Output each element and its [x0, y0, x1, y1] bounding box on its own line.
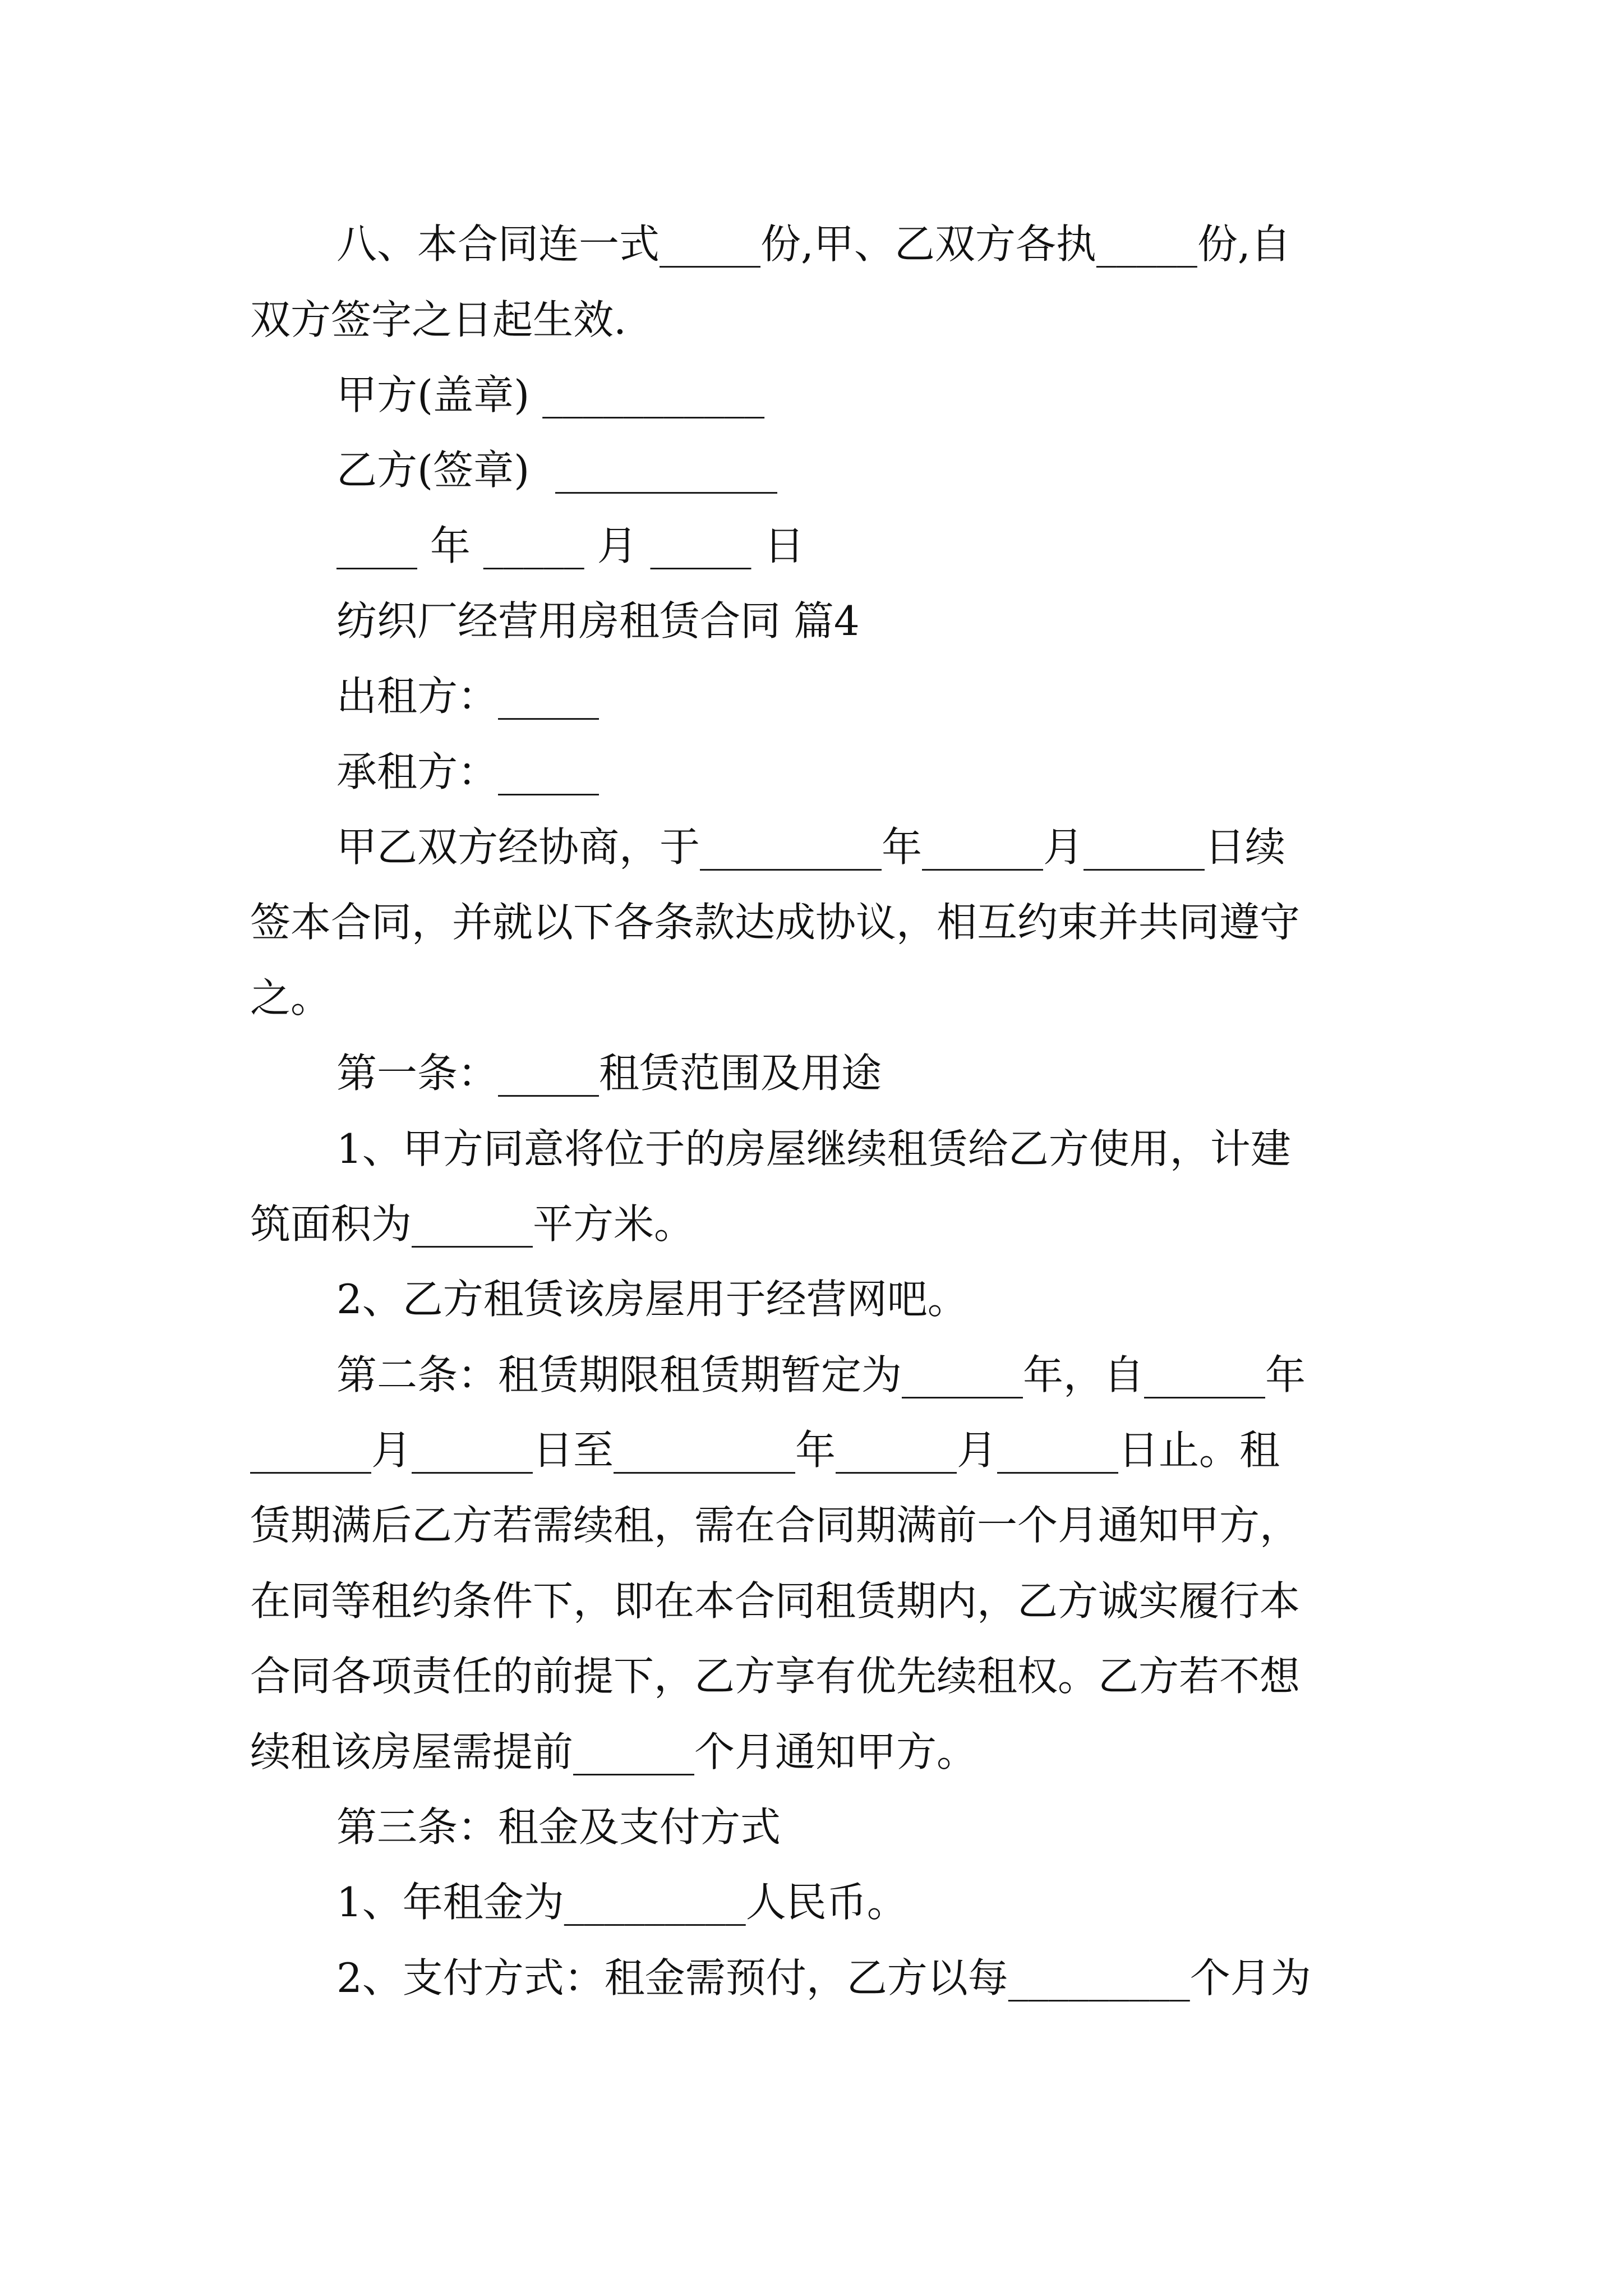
party-b-sign-line: 乙方(签章) ___________ — [336, 447, 777, 494]
article-2-line-5: 合同各项责任的前提下，乙方享有优先续租权。乙方若不想 — [250, 1653, 1301, 1700]
article-1-heading: 第一条：_____租赁范围及用途 — [336, 1050, 882, 1097]
lessee-line: 承租方：_____ — [336, 748, 600, 795]
article-1-item-2: 2、乙方租赁该房屋用于经营网吧。 — [336, 1276, 968, 1323]
date-line: ____ 年 _____ 月 _____ 日 — [336, 522, 805, 569]
contract-heading: 纺织厂经营用房租赁合同 篇4 — [336, 597, 860, 645]
article-2-line-4: 在同等租约条件下，即在本合同租赁期内，乙方诚实履行本 — [250, 1577, 1301, 1625]
clause-8-line-2: 双方签字之日起生效. — [250, 296, 626, 343]
article-2-line-3: 赁期满后乙方若需续租，需在合同期满前一个月通知甲方， — [250, 1502, 1301, 1549]
party-a-seal-line: 甲方(盖章) ___________ — [336, 371, 765, 418]
article-3-item-2: 2、支付方式：租金需预付，乙方以每_________个月为 — [336, 1954, 1311, 2001]
article-2-line-6: 续租该房屋需提前______个月通知甲方。 — [250, 1728, 978, 1775]
article-2-line-2: ______月______日至_________年______月______日止。租 — [250, 1427, 1280, 1474]
preamble-line-3: 之。 — [250, 974, 331, 1022]
preamble-line-2: 签本合同，并就以下各条款达成协议，相互约束并共同遵守 — [250, 899, 1301, 946]
article-1-item-1-line-1: 1、甲方同意将位于的房屋继续租赁给乙方使用，计建 — [336, 1125, 1291, 1172]
article-3-item-1: 1、年租金为_________人民币。 — [336, 1879, 907, 1926]
article-2-line-1: 第二条：租赁期限租赁期暂定为______年，自______年 — [336, 1351, 1306, 1398]
article-3-heading: 第三条：租金及支付方式 — [336, 1803, 781, 1851]
clause-8-line-1: 八、本合同连一式_____份,甲、乙双方各执_____份,自 — [336, 220, 1291, 268]
lessor-line: 出租方：_____ — [336, 673, 600, 720]
article-1-item-1-line-2: 筑面积为______平方米。 — [250, 1200, 695, 1248]
preamble-line-1: 甲乙双方经协商，于_________年______月______日续 — [336, 823, 1286, 871]
